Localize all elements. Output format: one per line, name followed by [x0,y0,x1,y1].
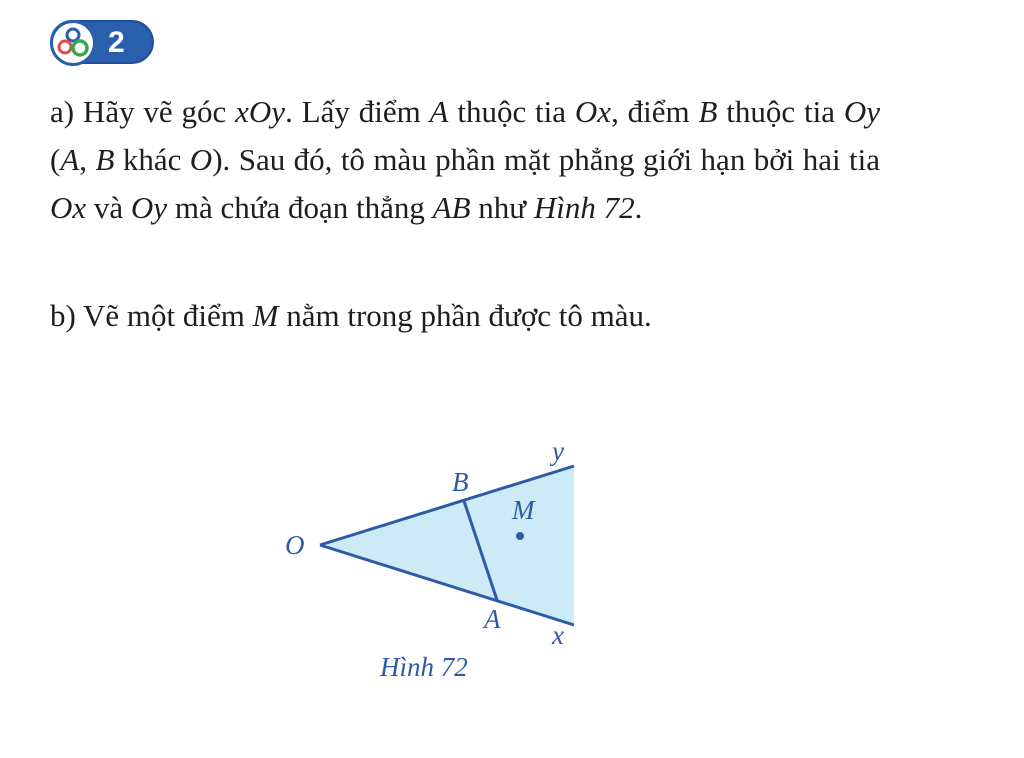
label-o: O [285,530,305,560]
text: thuộc tia [448,94,575,129]
math-var: AB [432,190,471,225]
text: ). Sau đó, tô màu phần mặt phẳng giới hạn bởi hai tia [212,142,880,177]
text: . Lấy điểm [285,94,430,129]
text: khác [114,142,190,177]
label-a: A [484,604,501,634]
label-y: y [552,436,564,466]
math-var: M [252,298,279,333]
text: , [79,142,96,177]
point-m [516,532,524,540]
math-var: Ox [50,190,87,225]
label-x: x [552,620,564,650]
activity-number: 2 [108,26,125,59]
shaded-region [320,466,574,625]
math-var: xOy [235,94,286,129]
math-var: Oy [130,190,168,225]
text: a) Hãy vẽ góc [50,94,236,129]
text: , điểm [611,94,699,129]
math-var: Oy [843,94,881,129]
math-var: A [429,94,449,129]
math-var: B [95,142,115,177]
text: nằm trong phần được tô màu. [278,298,652,333]
text: thuộc tia [717,94,844,129]
math-var: Ox [574,94,612,129]
label-b: B [452,467,469,497]
math-var: B [698,94,718,129]
math-var: A [60,142,80,177]
label-m: M [512,495,535,525]
figure-caption: Hình 72 [380,652,468,682]
text: và [86,190,131,225]
text: như [470,190,534,225]
text: ( [50,142,61,177]
figure-ref: Hình 72 [533,190,635,225]
math-var: O [189,142,213,177]
text: b) Vẽ một điểm [50,298,253,333]
text: . [634,190,643,225]
text: mà chứa đoạn thẳng [167,190,433,225]
